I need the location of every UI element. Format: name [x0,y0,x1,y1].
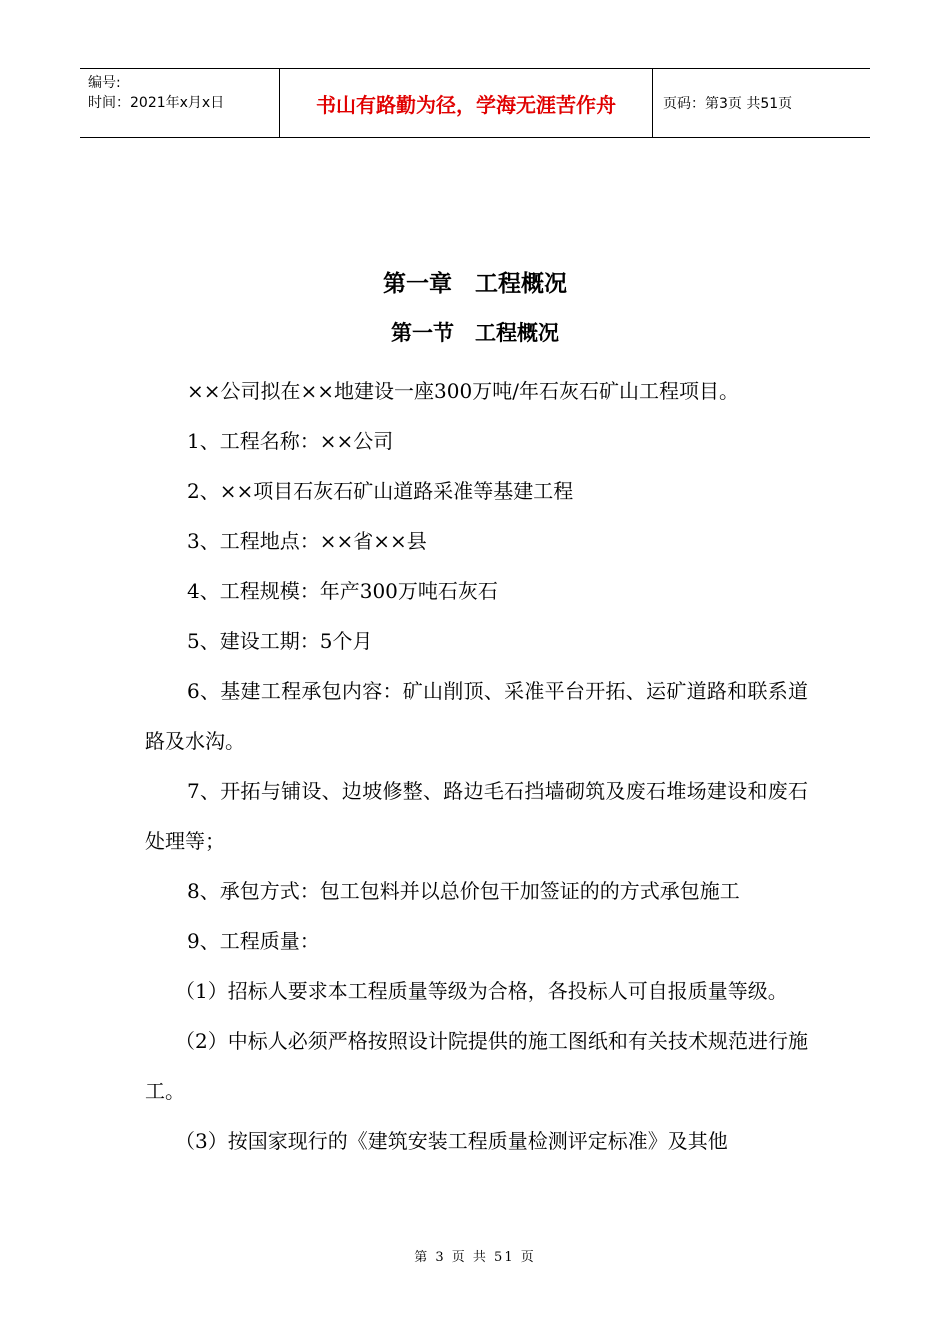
paragraph: 6、基建工程承包内容：矿山削顶、采准平台开拓、运矿道路和联系道路及水沟。 [145,679,808,753]
paragraph: 2、××项目石灰石矿山道路采准等基建工程 [187,479,574,503]
paragraph: 5、建设工期：5个月 [187,629,373,653]
body-text [145,366,808,1166]
paragraph: 7、开拓与铺设、边坡修整、路边毛石挡墙砌筑及废石堆场建设和废石处理等； [145,779,808,853]
header-meta [80,69,280,137]
paragraph: （2）中标人必须严格按照设计院提供的施工图纸和有关技术规范进行施工。 [145,1029,808,1103]
page-footer: 第 3 页 共 51 页 [414,1250,536,1265]
chapter-title: 第一章 工程概况 [383,271,567,297]
paragraph: （3）按国家现行的《建筑安装工程质量检测评定标准》及其他 [175,1129,728,1153]
document-time-label: 时间：2021年x月x日 [88,95,225,111]
paragraph: 8、承包方式：包工包料并以总价包干加签证的的方式承包施工 [187,879,740,903]
paragraph: 9、工程质量： [187,929,320,953]
document-number-label: 编号: [88,75,121,91]
header-page-info: 页码：第3页 共51页 [663,96,793,112]
paragraph: （1）招标人要求本工程质量等级为合格，各投标人可自报质量等级。 [175,979,788,1003]
page-header [80,68,870,138]
paragraph: 3、工程地点：××省××县 [187,529,427,553]
paragraph: 4、工程规模：年产300万吨石灰石 [187,579,498,603]
paragraph: 1、工程名称：××公司 [187,429,394,453]
header-motto: 书山有路勤为径，学海无涯苦作舟 [280,69,653,137]
section-title: 第一节 工程概况 [391,321,559,345]
paragraph: ××公司拟在××地建设一座300万吨/年石灰石矿山工程项目。 [187,379,739,403]
